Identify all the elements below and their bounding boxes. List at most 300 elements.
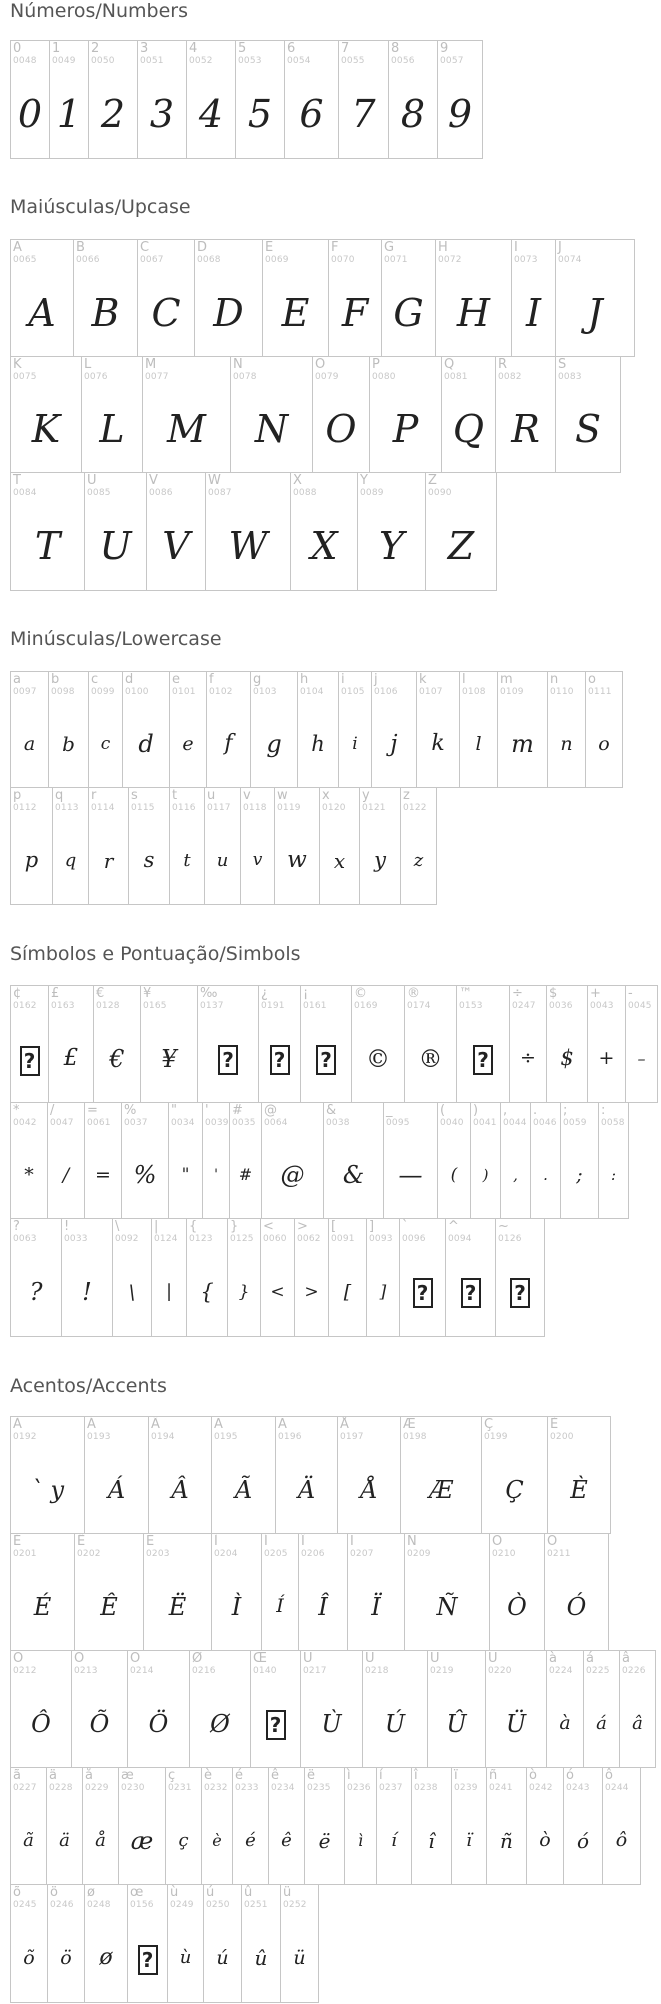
character-label: V [149,473,158,488]
glyph-sample: Ò [507,1593,527,1621]
character-label: Ñ [407,1534,417,1549]
glyph-cell-0225-ue1 [583,1650,620,1768]
glyph-cell-0056-8 [388,40,438,159]
character-label: ã [13,1768,21,1783]
character-code: 0243 [566,1783,590,1793]
character-label: % [124,1103,137,1118]
character-code: 0211 [547,1549,571,1559]
glyph-sample: i [352,734,358,754]
character-label: & [326,1103,337,1118]
glyph-cell-0075-k [10,356,82,473]
glyph-cell-0204-ucc [211,1533,262,1651]
glyph-cell-0083-s [555,356,621,473]
character-label: Ã [214,1417,223,1432]
character-code: 0080 [372,372,396,382]
character-code: 0201 [13,1549,37,1559]
character-label: ¿ [261,986,268,1001]
glyph-cell-0081-q [441,356,496,473]
glyph-cell-0201-uc9 [10,1533,75,1651]
character-label: 4 [189,41,198,56]
character-label: 0 [13,41,22,56]
character-code: 0137 [200,1001,224,1011]
glyph-sample: W [228,524,268,568]
character-label: m [500,672,513,687]
character-code: 0087 [208,488,232,498]
character-code: 0054 [287,56,311,66]
character-label: ô [605,1768,613,1783]
section-title: Minúsculas/Lowercase [10,628,222,650]
glyph-cell-0239-uef [451,1767,487,1885]
character-label: C [140,240,150,255]
glyph-sample: @ [280,1161,305,1189]
missing-glyph-box [457,1044,509,1075]
glyph-cell-0092-u5c [112,1218,152,1337]
glyph-sample: = [95,1164,111,1186]
glyph-cell-0093-u5d [366,1218,400,1337]
character-label: / [50,1103,55,1118]
character-label: t [172,788,178,803]
glyph-sample: Ê [100,1593,118,1621]
glyph-cell-0033-u21 [61,1218,113,1337]
glyph-sample: F [341,291,369,335]
character-label: ì [347,1768,351,1783]
missing-glyph-label: ? [413,1278,433,1308]
glyph-sample: Ú [384,1710,406,1738]
glyph-cell-0098-b [48,671,89,788]
glyph-cell-0193-uc1 [84,1416,149,1534]
glyph-cell-0095-u5f [383,1102,438,1219]
glyph-sample: — [398,1161,423,1189]
character-label: P [372,357,380,372]
glyph-cell-0114-r [88,787,129,905]
glyph-sample: é [245,1830,256,1851]
glyph-sample: á [596,1713,607,1734]
glyph-cell-0234-uea [268,1767,305,1885]
character-label: ! [64,1219,70,1234]
character-code: 0194 [151,1432,175,1442]
character-label: ò [529,1768,537,1783]
character-code: 0206 [301,1549,325,1559]
glyph-cell-0105-i [338,671,372,788]
character-code: 0217 [303,1666,327,1676]
glyph-sample: I [525,291,541,335]
character-label: { [189,1219,198,1234]
character-label: Ù [303,1651,313,1666]
glyph-sample: ò [539,1829,551,1851]
glyph-cell-0118-v [240,787,275,905]
character-label: f [209,672,214,687]
glyph-sample: 8 [400,92,426,136]
glyph-cell-0248-uf8 [84,1884,128,2003]
character-label: À [13,1417,22,1432]
glyph-sample: å [95,1830,106,1851]
glyph-sample: e [182,733,194,755]
character-code: 0228 [49,1783,73,1793]
glyph-cell-0206-uce [298,1533,348,1651]
glyph-cell-0245-uf5 [10,1884,48,2003]
glyph-cell-0210-ud2 [489,1533,545,1651]
character-label: È [550,1417,559,1432]
glyph-cell-0174-uae [404,985,457,1103]
glyph-sample: A [28,291,56,335]
glyph-cell-0218-uda [362,1650,428,1768]
character-code: 0043 [590,1001,614,1011]
glyph-sample: & [342,1161,365,1189]
character-code: 0198 [403,1432,427,1442]
glyph-cell-0217-ud9 [300,1650,363,1768]
character-code: 0050 [91,56,115,66]
glyph-cell-0209-ud1 [404,1533,490,1651]
glyph-cell-0054-6 [284,40,339,159]
glyph-sample: ( [450,1165,458,1185]
glyph-sample: * [24,1164,34,1186]
character-label: Ü [488,1651,498,1666]
character-code: 0161 [303,1001,327,1011]
character-label: ú [206,1885,215,1900]
character-code: 0055 [341,56,365,66]
character-label: 3 [140,41,149,56]
glyph-sample: Q [452,407,485,451]
glyph-sample: + [598,1047,615,1069]
glyph-sample: z [413,850,424,871]
glyph-sample: ø [99,1945,113,1970]
character-code: 0214 [130,1666,154,1676]
glyph-sample: H [456,291,491,335]
character-label: Ä [278,1417,287,1432]
glyph-sample: < [270,1282,285,1302]
glyph-sample: 6 [299,92,324,136]
character-label: # [232,1103,243,1118]
glyph-sample: Ì [231,1593,242,1621]
character-label: ü [283,1885,292,1900]
character-label: ] [369,1219,375,1234]
character-code: 0036 [549,1001,573,1011]
glyph-sample: ˋ y [30,1476,65,1504]
glyph-sample: © [366,1045,390,1073]
glyph-sample: Á [107,1476,126,1504]
character-label: D [197,240,208,255]
glyph-sample: S [574,407,602,451]
glyph-cell-0140-u152 [250,1650,301,1768]
glyph-cell-0038-u26 [323,1102,384,1219]
character-label: ï [454,1768,458,1783]
character-label: Ô [13,1651,24,1666]
glyph-sample: J [587,291,603,335]
glyph-sample: û [254,1946,268,1970]
character-code: 0099 [91,687,115,697]
character-label: @ [264,1103,277,1118]
character-label: = [87,1103,98,1118]
glyph-sample: æ [130,1827,154,1855]
character-label: 6 [287,41,296,56]
glyph-sample: } [238,1282,250,1302]
character-label: _ [386,1103,393,1118]
glyph-sample: Õ [89,1710,110,1738]
glyph-cell-0108-l [459,671,498,788]
glyph-sample: g [266,730,282,758]
glyph-sample: õ [23,1947,35,1969]
character-label: + [590,986,601,1001]
character-code: 0108 [462,687,486,697]
character-code: 0220 [488,1666,512,1676]
section-title: Números/Numbers [10,0,188,22]
character-code: 0195 [214,1432,238,1442]
glyph-sample: p [24,848,39,872]
character-code: 0235 [307,1783,331,1793]
character-code: 0033 [64,1234,88,1244]
character-label: ' [205,1103,209,1118]
glyph-sample: Û [446,1710,467,1738]
character-label: k [419,672,427,687]
character-label: 5 [238,41,247,56]
glyph-sample: Ï [371,1593,381,1621]
character-label: - [628,986,633,1001]
glyph-cell-0074-j [555,239,635,357]
character-label: N [233,357,243,372]
character-code: 0064 [264,1118,288,1128]
glyph-sample: É [33,1593,52,1621]
character-code: 0102 [209,687,233,697]
glyph-sample: â [632,1713,643,1734]
character-code: 0095 [386,1118,410,1128]
glyph-sample: x [333,849,346,873]
character-code: 0042 [13,1118,37,1128]
character-label: , [503,1103,508,1118]
character-label: 9 [440,41,449,56]
glyph-cell-0049-1 [49,40,89,159]
character-label: " [171,1103,177,1118]
glyph-cell-0048-0 [10,40,50,159]
character-label: S [558,357,567,372]
character-code: 0117 [207,803,231,813]
character-code: 0118 [243,803,267,813]
glyph-sample: ú [216,1947,229,1969]
character-code: 0053 [238,56,262,66]
character-code: 0110 [550,687,574,697]
missing-glyph-label: ? [266,1710,286,1740]
glyph-sample: V [162,524,190,568]
glyph-cell-0109-m [497,671,548,788]
character-label: 1 [52,41,61,56]
glyph-cell-0102-f [206,671,251,788]
character-label: â [622,1651,630,1666]
character-code: 0105 [341,687,365,697]
character-label: e [172,672,180,687]
glyph-cell-0042-u2a [10,1102,48,1219]
character-code: 0090 [428,488,452,498]
glyph-sample: ' [214,1167,218,1183]
section-title: Maiúsculas/Upcase [10,196,191,218]
glyph-sample: Ó [566,1593,587,1621]
missing-glyph-box [259,1045,300,1075]
character-code: 0156 [130,1900,154,1910]
character-label: O [315,357,326,372]
glyph-cell-0069-e [262,239,329,357]
glyph-sample: 3 [149,92,175,136]
glyph-sample: ÷ [520,1047,536,1069]
glyph-sample: à [559,1712,571,1734]
character-code: 0244 [605,1783,629,1793]
missing-glyph-box [251,1709,300,1740]
character-label: A [13,240,22,255]
glyph-cell-0079-o [312,356,370,473]
glyph-cell-0194-uc2 [148,1416,212,1534]
glyph-sample: K [31,407,61,451]
glyph-sample: E [281,291,310,335]
glyph-cell-0091-u5b [328,1218,367,1337]
glyph-sample: m [511,730,534,758]
character-label: Á [87,1417,96,1432]
character-code: 0245 [13,1900,37,1910]
character-code: 0073 [514,255,538,265]
character-label: } [230,1219,239,1234]
character-code: 0094 [448,1234,472,1244]
character-code: 0227 [13,1783,37,1793]
section-title: Acentos/Accents [10,1375,167,1397]
glyph-cell-0128-u20ac [93,985,141,1103]
character-code: 0046 [533,1118,557,1128]
missing-glyph-label: ? [270,1045,290,1075]
glyph-sample: ä [59,1830,70,1851]
glyph-cell-0117-u [204,787,241,905]
character-label: d [125,672,134,687]
glyph-sample: L [99,407,125,451]
glyph-cell-0247-uf7 [509,985,547,1103]
character-label: j [374,672,378,687]
glyph-sample: 5 [247,92,273,136]
glyph-cell-0076-l [81,356,143,473]
character-label: œ [130,1885,144,1900]
glyph-sample: 2 [100,92,126,136]
glyph-cell-0052-4 [186,40,236,159]
glyph-cell-0046-u2e [530,1102,561,1219]
character-code: 0089 [360,488,384,498]
character-code: 0097 [13,687,37,697]
glyph-cell-0231-ue7 [165,1767,202,1885]
glyph-cell-0202-uca [74,1533,144,1651]
character-code: 0035 [232,1118,256,1128]
glyph-sample: f [224,731,233,756]
character-label: p [13,788,22,803]
character-label: ä [49,1768,57,1783]
character-code: 0205 [264,1549,288,1559]
character-label: © [354,986,367,1001]
missing-glyph-label: ? [316,1045,336,1075]
glyph-cell-0153-u2122 [456,985,510,1103]
character-code: 0125 [230,1234,254,1244]
glyph-sample: ñ [500,1829,513,1853]
glyph-cell-0246-uf6 [47,1884,85,2003]
glyph-cell-0034-u22 [168,1102,203,1219]
character-label: ¢ [13,986,22,1001]
character-label: h [300,672,309,687]
character-label: c [91,672,99,687]
glyph-cell-0036-u24 [546,985,588,1103]
glyph-cell-0104-h [297,671,339,788]
glyph-cell-0088-x [290,472,358,591]
glyph-cell-0195-uc3 [211,1416,276,1534]
character-label: b [51,672,60,687]
glyph-sample: , [513,1166,518,1184]
glyph-sample: B [91,291,120,335]
glyph-cell-0165-ua5 [140,985,198,1103]
character-code: 0076 [84,372,108,382]
glyph-sample: X [310,524,338,568]
glyph-cell-0162-ua2 [10,985,49,1103]
character-label: U [87,473,97,488]
glyph-cell-0068-d [194,239,263,357]
character-code: 0072 [438,255,462,265]
glyph-sample: £ [63,1045,79,1071]
glyph-cell-0106-j [371,671,417,788]
character-code: 0041 [473,1118,497,1128]
glyph-cell-0229-ue5 [82,1767,119,1885]
character-code: 0096 [402,1234,426,1244]
glyph-cell-0250-ufa [203,1884,242,2003]
character-label: Å [340,1417,349,1432]
glyph-sample: b [62,732,75,756]
character-label: [ [331,1219,337,1234]
glyph-cell-0244-uf4 [602,1767,641,1885]
character-label: Ì [214,1534,218,1549]
glyph-cell-0067-c [137,239,195,357]
character-label: Ö [130,1651,141,1666]
missing-glyph-box [198,1044,258,1075]
character-label: Ò [492,1534,503,1549]
glyph-sample: D [213,291,244,335]
glyph-cell-0199-uc7 [481,1416,548,1534]
character-code: 0068 [197,255,221,265]
glyph-cell-0044-u2c [500,1102,531,1219]
character-label: < [263,1219,274,1234]
character-label: € [96,986,105,1001]
character-label: ç [168,1768,176,1783]
glyph-cell-0101-e [169,671,207,788]
character-label: ø [87,1885,95,1900]
glyph-cell-0111-o [585,671,623,788]
character-label: r [91,788,97,803]
character-label: x [322,788,330,803]
glyph-sample: \ [128,1280,136,1304]
glyph-cell-0050-2 [88,40,138,159]
character-label: Ó [547,1534,558,1549]
glyph-cell-0053-5 [235,40,285,159]
glyph-sample: Â [171,1476,189,1504]
glyph-cell-0096-u60 [399,1218,446,1337]
character-label: ; [563,1103,568,1118]
character-label: Z [428,473,437,488]
glyph-sample: ) [482,1166,489,1184]
character-code: 0234 [271,1783,295,1793]
missing-glyph-box [301,1044,351,1075]
character-label: æ [121,1768,134,1783]
missing-glyph-label: ? [138,1945,158,1975]
glyph-sample: 7 [351,92,376,136]
character-code: 0216 [192,1666,216,1676]
character-code: 0109 [500,687,524,697]
character-code: 0196 [278,1432,302,1442]
glyph-cell-0213-ud5 [71,1650,128,1768]
glyph-sample: s [143,848,155,872]
glyph-sample: Y [378,524,405,568]
glyph-cell-0107-k [416,671,460,788]
character-code: 0237 [379,1783,403,1793]
glyph-sample: î [428,1829,435,1853]
glyph-cell-0064-u40 [261,1102,324,1219]
character-code: 0088 [293,488,317,498]
glyph-sample: 4 [198,92,224,136]
glyph-cell-0219-udb [427,1650,486,1768]
